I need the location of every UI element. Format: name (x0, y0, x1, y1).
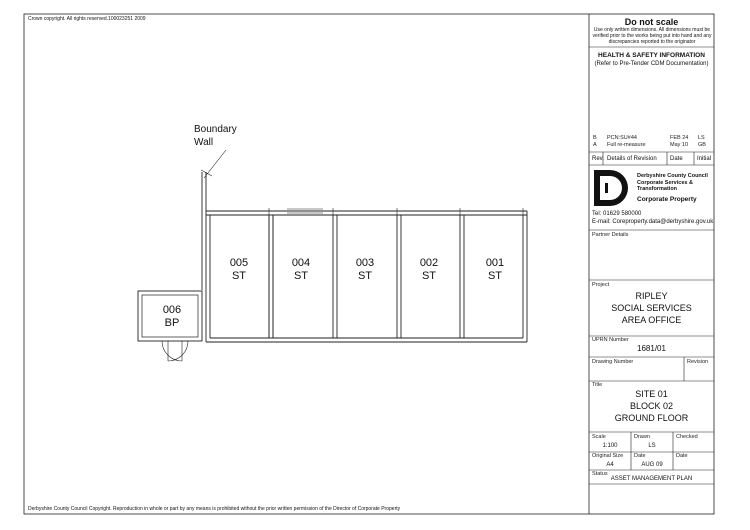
health-safety-sub: (Refer to Pre-Tender CDM Documentation) (594, 61, 709, 67)
room-001: 001 ST (485, 257, 505, 282)
org-line-1: Derbyshire County Council (637, 173, 708, 179)
boundary-label: Boundary Wall (194, 124, 237, 148)
room-004: 004 ST (291, 257, 311, 282)
council-copyright: Derbyshire County Council Copyright. Reproduction in whole or part by any means is prohibited without the prior written permission of the Director of Corporate Property (28, 506, 401, 512)
original-size-label: Original Size (592, 453, 624, 459)
org-line-2: Corporate Services & (637, 179, 693, 186)
status-label: Status (592, 471, 608, 477)
uprn-value: 1681/01 (637, 344, 666, 353)
do-not-scale: Do not scale (624, 17, 679, 27)
do-not-scale-note: Use only written dimensions. All dimensions must be verified prior to the works being put into hand and any discrepancies reported to the originator (592, 27, 712, 45)
scale-value: 1:100 (602, 443, 618, 449)
rev-header-details: Details of Revision (607, 156, 657, 162)
organisation-block (637, 173, 708, 193)
revision-b-initial: LS (698, 135, 705, 141)
checked-label: Checked (676, 434, 698, 440)
email: E-mail: Coreproperty.data@derbyshire.gov.uk (592, 219, 714, 225)
derbyshire-logo (594, 170, 628, 206)
uprn-label: UPRN Number (592, 337, 629, 343)
org-line-3: Transformation (637, 186, 678, 193)
crown-copyright: Crown copyright. All rights reserved.100023251 2009 (28, 16, 146, 22)
title-label: Title (592, 382, 603, 388)
telephone: Tel: 01629 580000 (592, 211, 642, 217)
revision-a-initial: GB (698, 142, 706, 148)
boundary-leader (204, 150, 226, 178)
room-005: 005 ST (229, 257, 249, 282)
project-name: RIPLEY SOCIAL SERVICES AREA OFFICE (611, 291, 692, 326)
rev-header-rev: Rev. (592, 156, 604, 162)
rev-header-date: Date (670, 156, 683, 162)
date-label: Date (634, 453, 646, 459)
date-2-label: Date (676, 453, 688, 459)
org-department: Corporate Property (637, 196, 697, 203)
drawn-label: Drawn (634, 434, 650, 440)
partner-label: Partner Details (592, 232, 629, 238)
revision-b-details: PCN:SU#44 (607, 135, 637, 141)
floor-plan (138, 150, 527, 361)
drawing-number-label: Drawing Number (592, 359, 634, 365)
revision-a-details: Full re-measure (607, 142, 646, 148)
health-safety-title: HEALTH & SAFETY INFORMATION (598, 52, 705, 59)
room-006: 006 BP (162, 304, 182, 329)
revision-b-rev: B (593, 135, 597, 141)
revision-a-date: May 10 (670, 142, 689, 148)
original-size-value: A4 (606, 462, 614, 468)
project-label: Project (592, 282, 610, 288)
scale-label: Scale (592, 434, 606, 440)
status-value: ASSET MANAGEMENT PLAN (610, 476, 693, 482)
revision-b-date: FEB 24 (670, 135, 689, 141)
revision-a-rev: A (593, 142, 597, 148)
rev-header-initial: Initial (697, 156, 712, 162)
drawing-title: SITE 01 BLOCK 02 GROUND FLOOR (614, 389, 689, 424)
date-value: AUG 09 (641, 462, 663, 468)
revision-label: Revision (687, 359, 709, 365)
drawn-value: LS (648, 443, 656, 449)
room-003: 003 ST (355, 257, 375, 282)
room-002: 002 ST (419, 257, 439, 282)
